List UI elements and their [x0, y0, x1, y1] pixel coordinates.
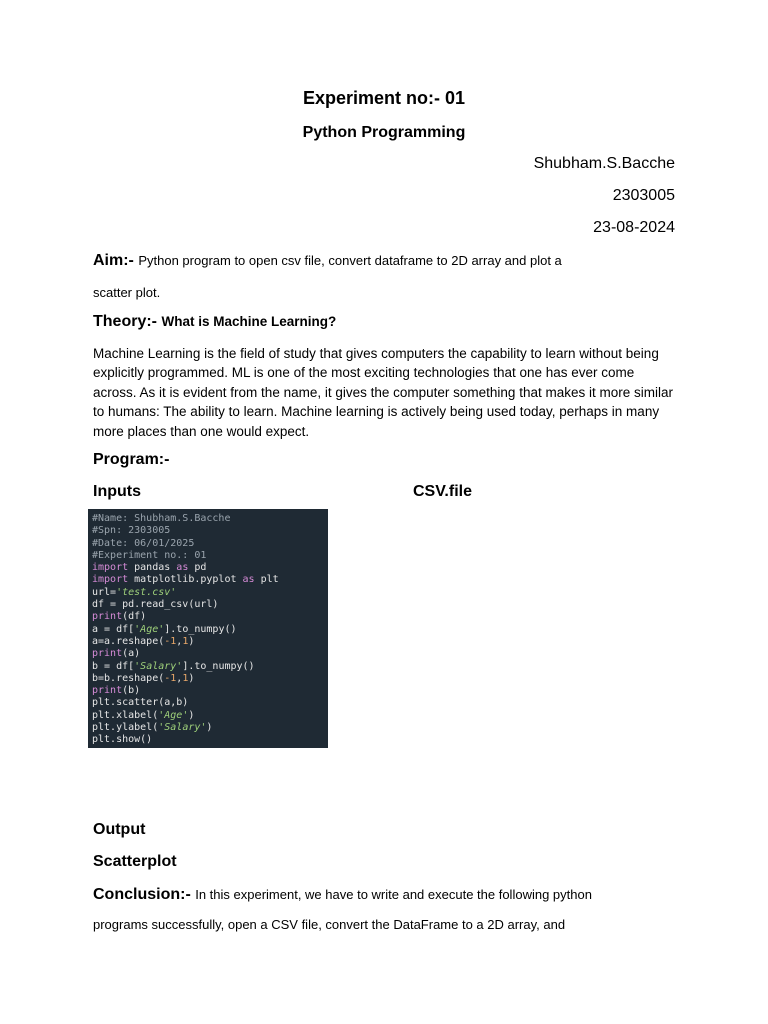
code-line-experiment: #Experiment no.: 01	[92, 549, 207, 561]
code-line-print-a: print(a)	[92, 648, 141, 660]
code-line-date: #Date: 06/01/2025	[92, 537, 195, 549]
theory-line	[93, 313, 336, 331]
theory-subheading: What is Machine Learning?	[161, 314, 337, 329]
csv-file-label: CSV.file	[413, 483, 472, 500]
subject-title: Python Programming	[302, 124, 466, 141]
code-line-import-matplotlib: import matplotlib.pyplot as plt	[92, 574, 279, 586]
aim-text-line1: Python program to open csv file, convert dataframe to 2D array and plot a	[138, 253, 562, 268]
code-line-xlabel: plt.xlabel('Age')	[92, 709, 195, 721]
code-line-b-numpy: b = df['Salary'].to_numpy()	[92, 660, 255, 672]
code-line-read-csv: df = pd.read_csv(url)	[92, 599, 219, 611]
code-line-show: plt.show()	[92, 734, 153, 746]
code-line-name: #Name: Shubham.S.Bacche	[92, 513, 231, 524]
aim-text-line2: scatter plot.	[93, 285, 161, 300]
code-screenshot	[88, 509, 328, 748]
aim-label: Aim:-	[93, 252, 134, 269]
student-id: 2303005	[612, 187, 675, 204]
student-name: Shubham.S.Bacche	[533, 155, 675, 172]
document-date: 23-08-2024	[593, 219, 675, 236]
conclusion-line	[93, 886, 592, 904]
theory-paragraph: Machine Learning is the field of study that gives computers the capability to learn without being explicitly programmed. ML is one of the most exciting technologies that one has ever come across. As it is evident from the name, it gives the computer something that makes it more similar to humans: The ability to learn. Machine learning is actively being used today, perhaps in many more places than one would expect.	[93, 346, 673, 439]
code-line-print-b: print(b)	[92, 685, 141, 697]
program-label: Program:-	[93, 451, 170, 468]
code-line-ylabel: plt.ylabel('Salary')	[92, 722, 213, 734]
aim-line	[93, 252, 562, 270]
code-line-scatter: plt.scatter(a,b)	[92, 697, 189, 709]
conclusion-text-line2: programs successfully, open a CSV file, convert the DataFrame to a 2D array, and	[93, 917, 566, 932]
conclusion-label: Conclusion:-	[93, 886, 191, 903]
conclusion-text-line1: In this experiment, we have to write and execute the following python	[195, 887, 592, 902]
code-line-b-reshape: b=b.reshape(-1,1)	[92, 672, 195, 684]
code-line-url: url='test.csv'	[92, 586, 177, 598]
code-line-a-numpy: a = df['Age'].to_numpy()	[92, 623, 237, 635]
experiment-title: Experiment no:- 01	[302, 88, 466, 108]
inputs-label: Inputs	[93, 483, 141, 500]
scatterplot-label: Scatterplot	[93, 853, 177, 870]
theory-label: Theory:-	[93, 313, 157, 330]
code-line-spn: #Spn: 2303005	[92, 525, 171, 537]
output-label: Output	[93, 821, 146, 838]
code-line-a-reshape: a=a.reshape(-1,1)	[92, 635, 195, 647]
code-line-import-pandas: import pandas as pd	[92, 562, 207, 574]
code-line-print-df: print(df)	[92, 611, 147, 623]
